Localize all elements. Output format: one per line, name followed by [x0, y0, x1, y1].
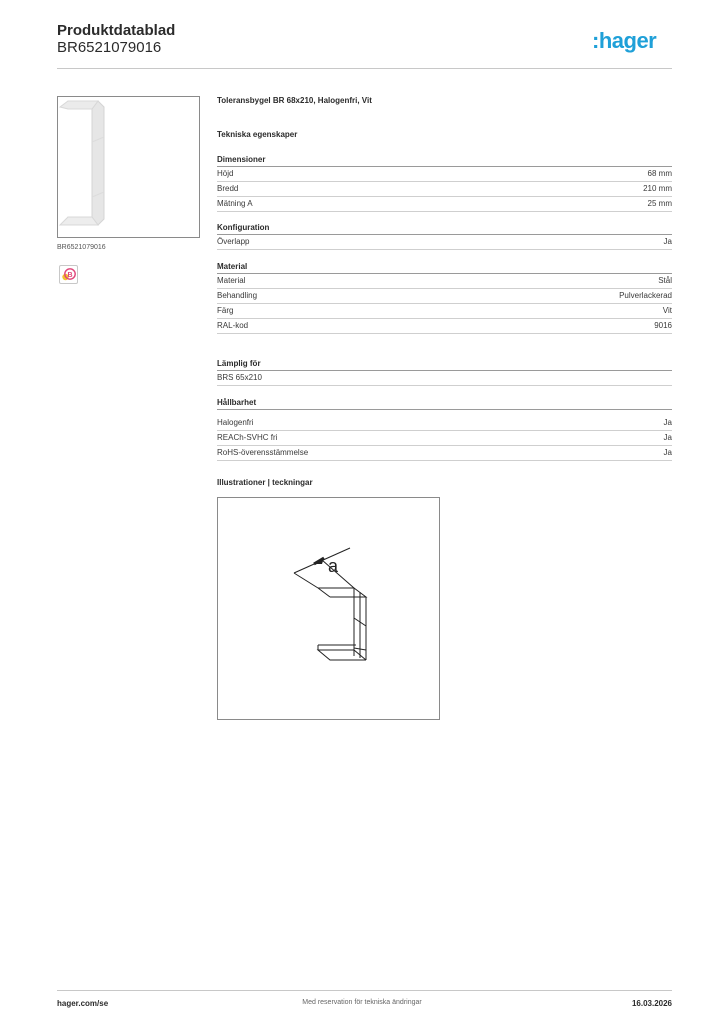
spec-label: REACh-SVHC fri	[217, 433, 278, 442]
spec-label: RAL-kod	[217, 321, 249, 330]
spec-value: 210 mm	[643, 184, 672, 193]
section-hallbarhet	[217, 397, 672, 461]
document-title: Produktdatablad	[57, 22, 176, 39]
section-konfiguration	[217, 222, 672, 250]
section-title: Lämplig för	[217, 358, 672, 371]
spec-label: Mätning A	[217, 199, 253, 208]
spec-label: RoHS-överensstämmelse	[217, 448, 309, 457]
spec-value: Pulverlackerad	[619, 291, 672, 300]
spec-label: Färg	[217, 306, 234, 315]
technical-drawing	[217, 497, 440, 720]
spec-value: Ja	[663, 433, 672, 442]
header-divider	[57, 68, 672, 69]
spec-row	[217, 371, 672, 386]
logo-text: hager	[598, 28, 657, 53]
spec-row	[217, 167, 672, 182]
spec-label: Överlapp	[217, 237, 250, 246]
spec-value: Stål	[658, 276, 672, 285]
section-title: Material	[217, 261, 672, 274]
dimension-a-label: a	[328, 556, 339, 576]
spec-label: Material	[217, 276, 246, 285]
spec-row	[217, 304, 672, 319]
spec-row	[217, 197, 672, 212]
spec-label: Behandling	[217, 291, 258, 300]
footer-website-link[interactable]: hager.com/se	[57, 999, 109, 1008]
spec-row	[217, 416, 672, 431]
section-title: Hållbarhet	[217, 397, 672, 410]
product-image	[57, 96, 200, 238]
spec-label: Bredd	[217, 184, 239, 193]
section-dimensioner	[217, 154, 672, 212]
spec-label: Halogenfri	[217, 418, 254, 427]
spec-row	[217, 274, 672, 289]
document-product-code: BR6521079016	[57, 39, 162, 56]
product-name: Toleransbygel BR 68x210, Halogenfri, Vit	[217, 96, 372, 105]
spec-row	[217, 182, 672, 197]
footer-divider	[57, 990, 672, 991]
spec-value: 25 mm	[647, 199, 672, 208]
halogen-free-badge-icon	[59, 265, 78, 284]
spec-value: 9016	[654, 321, 672, 330]
product-image-caption: BR6521079016	[57, 244, 106, 251]
product-details	[217, 96, 672, 457]
spec-label: BRS 65x210	[217, 373, 262, 382]
section-title: Dimensioner	[217, 154, 672, 167]
spec-value: Ja	[663, 448, 672, 457]
spec-value: Ja	[663, 418, 672, 427]
spec-row	[217, 319, 672, 334]
spec-value: Vit	[662, 306, 672, 315]
illustrations-title: Illustrationer | teckningar	[217, 478, 313, 487]
spec-row	[217, 235, 672, 250]
spec-row	[217, 446, 672, 461]
footer-date: 16.03.2026	[631, 999, 672, 1008]
section-lamplig	[217, 358, 672, 386]
footer-note: Med reservation för tekniska ändringar	[302, 999, 422, 1006]
hager-logo: :hager	[592, 28, 657, 53]
spec-row	[217, 289, 672, 304]
bracket-line-drawing	[218, 498, 439, 719]
spec-label: Höjd	[217, 169, 234, 178]
section-title: Konfiguration	[217, 222, 672, 235]
section-material	[217, 261, 672, 334]
spec-value: Ja	[663, 237, 672, 246]
spec-value: 68 mm	[647, 169, 672, 178]
product-bracket-drawing	[58, 97, 199, 237]
spec-row	[217, 431, 672, 446]
badge-letter: B	[67, 272, 73, 279]
tech-title: Tekniska egenskaper	[217, 130, 298, 139]
